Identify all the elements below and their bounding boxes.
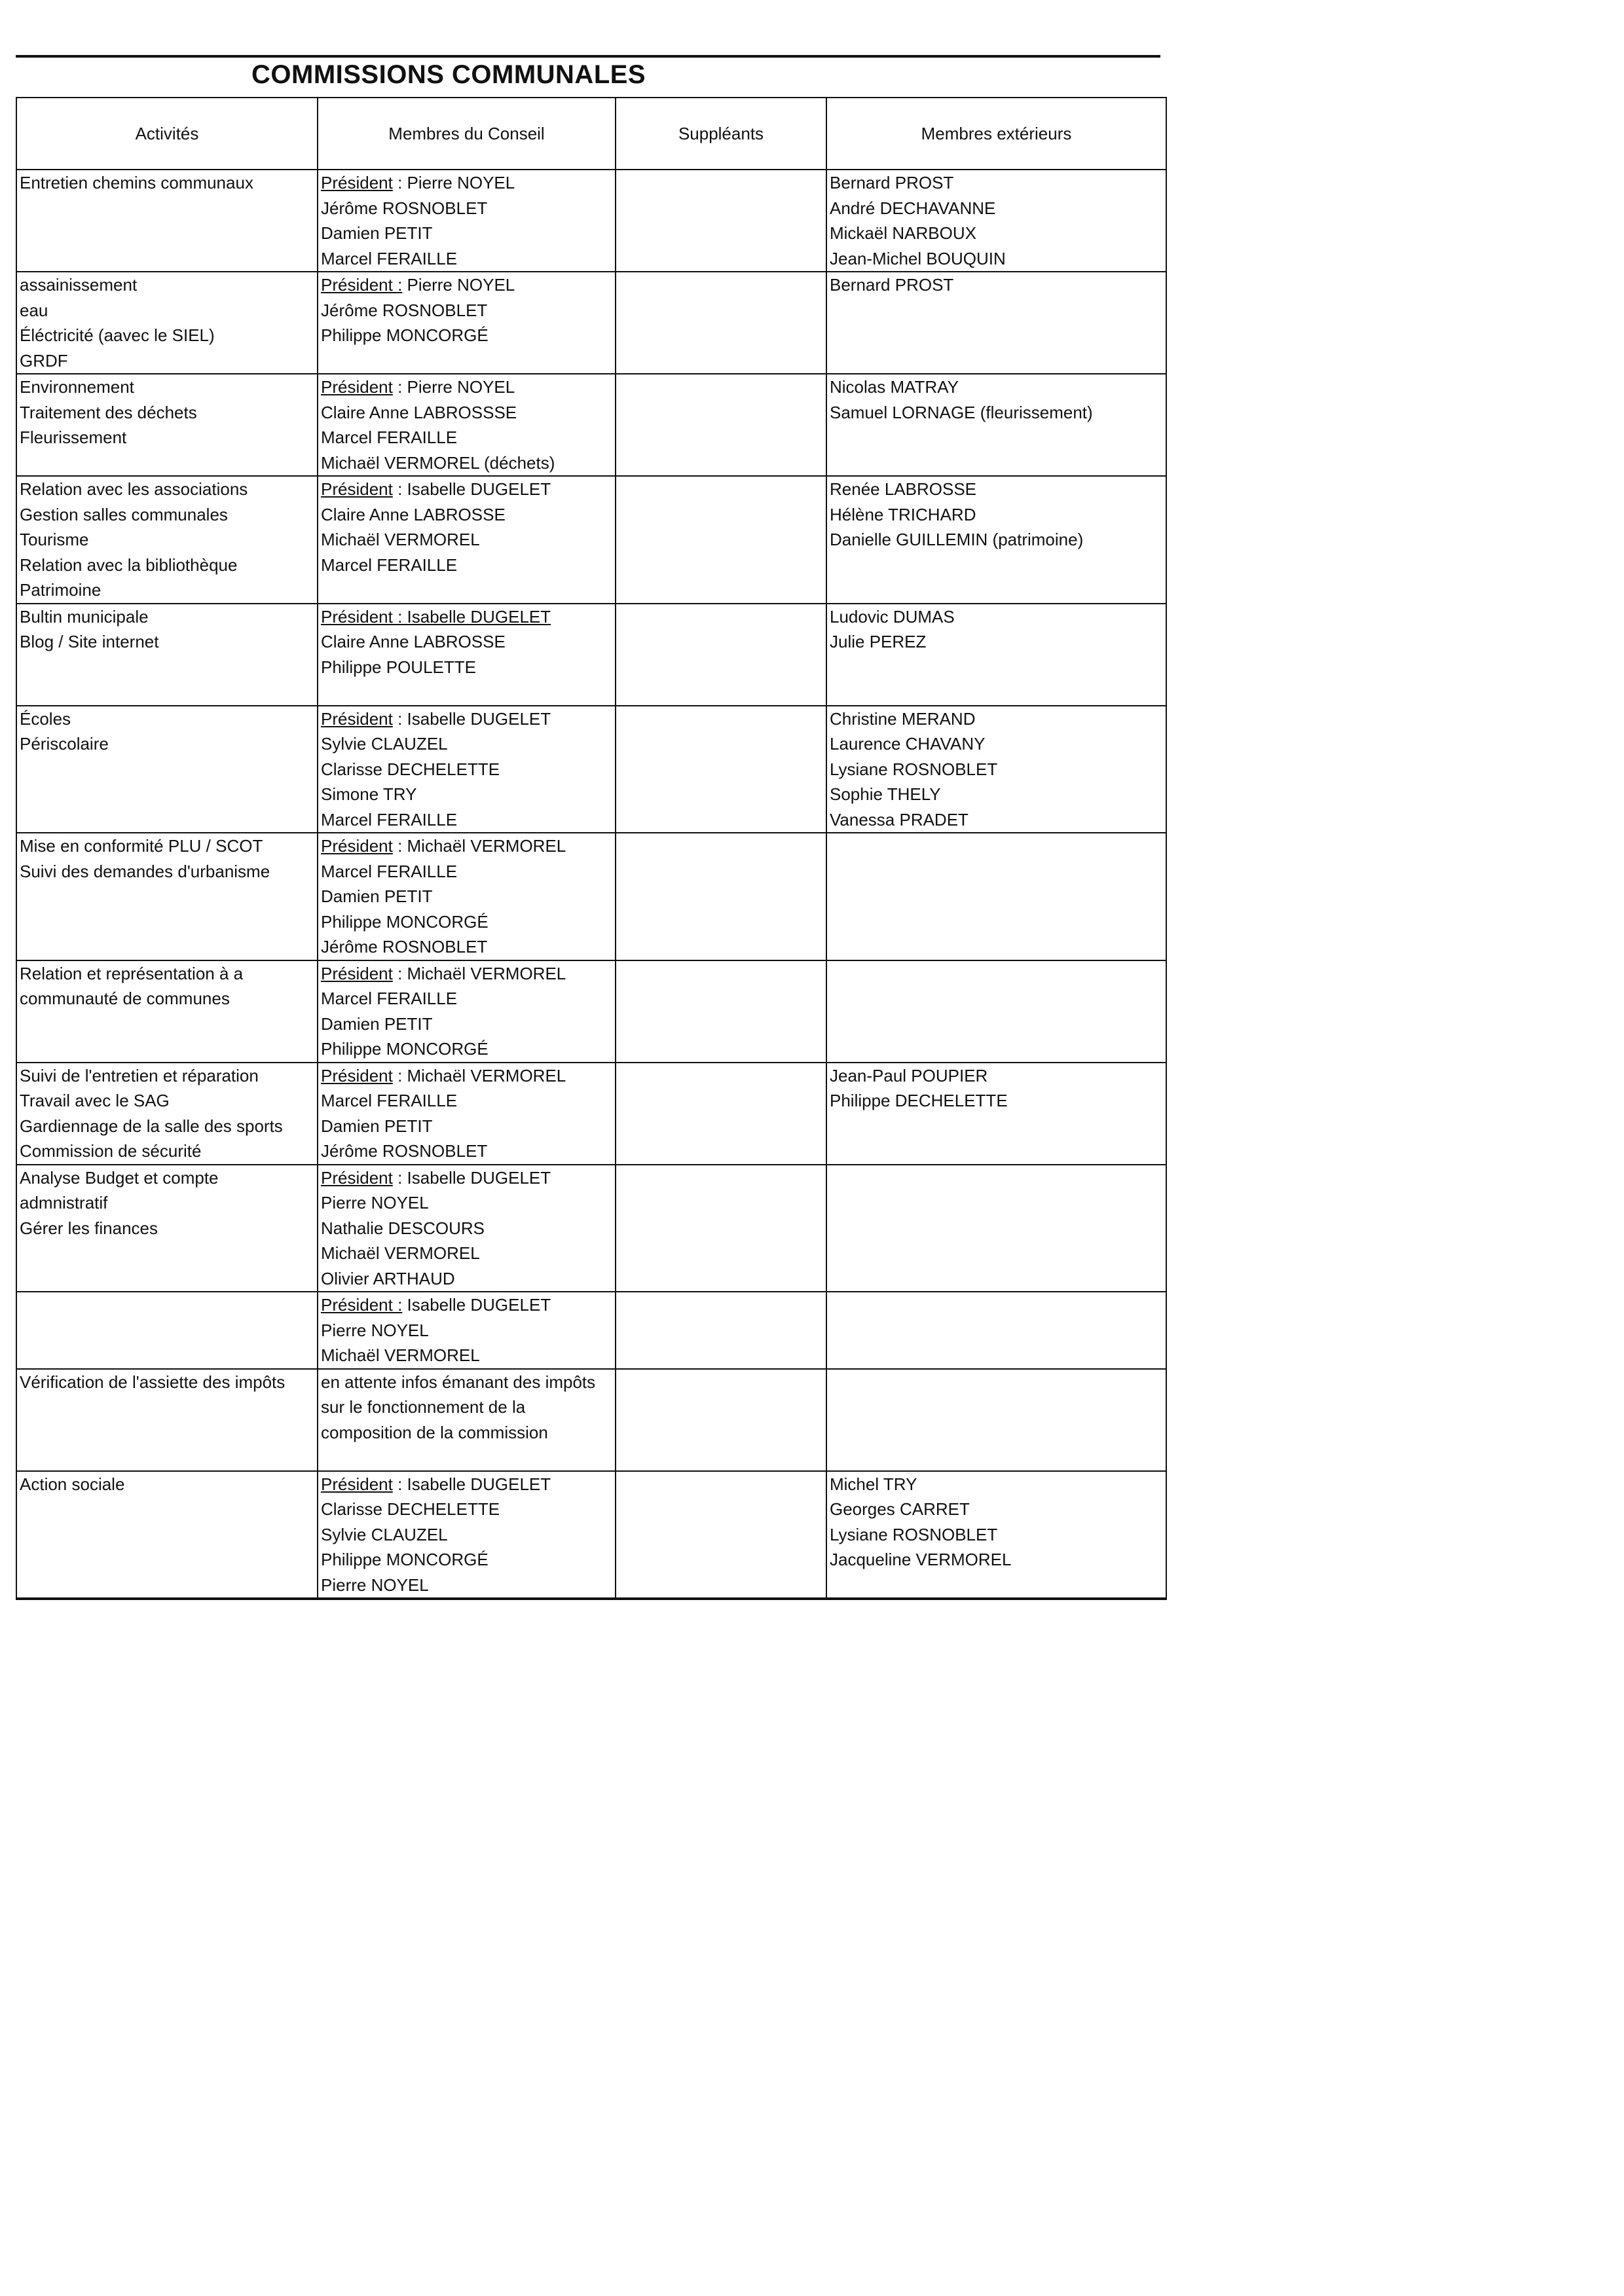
membre-line: Michaël VERMOREL [321, 530, 480, 549]
exterieur-line: Sophie THELY [830, 784, 941, 804]
table-row [16, 1471, 1166, 1599]
cell-suppleants [616, 833, 826, 960]
activite-line: Entretien chemins communaux [20, 173, 253, 192]
membre-line: Damien PETIT [321, 886, 433, 906]
president-name: Pierre NOYEL [407, 377, 515, 397]
cell-membres-exterieurs [826, 272, 1166, 374]
page-title: COMMISSIONS COMMUNALES [251, 60, 646, 89]
activite-line: Gestion salles communales [20, 504, 228, 524]
exterieur-line: Christine MERAND [830, 708, 976, 729]
exterieur-line: Vanessa PRADET [830, 809, 969, 829]
cell-activites [16, 706, 318, 833]
cell-suppleants [616, 1369, 826, 1471]
cell-membres-exterieurs [826, 374, 1166, 476]
cell-membres-conseil [318, 1471, 616, 1599]
president-label: Président [321, 963, 393, 983]
exterieur-line: Michel TRY [830, 1474, 917, 1494]
membre-line: Clarisse DECHELETTE [321, 1499, 500, 1519]
membre-line: Sylvie CLAUZEL [321, 734, 448, 754]
cell-activites [16, 272, 318, 374]
activite-line: Suivi de l'entretien et réparation [20, 1065, 259, 1085]
exterieur-line: André DECHAVANNE [830, 198, 996, 218]
membre-line: Philippe MONCORGÉ [321, 1550, 489, 1569]
president-label: Président [321, 173, 393, 192]
activite-line: Analyse Budget et compte [20, 1167, 219, 1188]
activite-line: Environnement [20, 377, 134, 397]
table-row [16, 1292, 1166, 1369]
cell-suppleants [616, 170, 826, 272]
cell-suppleants [616, 272, 826, 374]
membre-line: Jérôme ROSNOBLET [321, 300, 488, 320]
cell-membres-conseil [318, 170, 616, 272]
president-separator: : [392, 173, 407, 192]
exterieur-line: Bernard PROST [830, 173, 954, 192]
membre-line: Pierre NOYEL [321, 1320, 429, 1340]
membre-line: Philippe MONCORGÉ [321, 911, 489, 932]
membre-line: Damien PETIT [321, 223, 433, 243]
cell-suppleants [616, 476, 826, 604]
cell-membres-exterieurs [826, 604, 1166, 706]
exterieur-line: Lysiane ROSNOBLET [830, 759, 998, 779]
president-separator: : [392, 1167, 407, 1188]
cell-suppleants [616, 1063, 826, 1165]
president-name: Isabelle DUGELET [407, 708, 551, 729]
membre-line: Pierre NOYEL [321, 1193, 429, 1212]
membre-line: Marcel FERAILLE [321, 248, 458, 268]
cell-membres-conseil [318, 1292, 616, 1369]
activite-line: eau [20, 300, 48, 320]
exterieur-line: Danielle GUILLEMIN (patrimoine) [830, 530, 1084, 549]
cell-membres-exterieurs [826, 170, 1166, 272]
exterieur-line: Bernard PROST [830, 275, 954, 295]
president-label: Président [321, 836, 393, 856]
cell-suppleants [616, 960, 826, 1063]
exterieur-line: Lysiane ROSNOBLET [830, 1524, 998, 1544]
table-row [16, 374, 1166, 476]
top-rule [16, 55, 1160, 58]
table-row [16, 960, 1166, 1063]
cell-membres-exterieurs [826, 1063, 1166, 1165]
membre-line: Simone TRY [321, 784, 417, 804]
cell-membres-exterieurs [826, 1292, 1166, 1369]
activite-line: Relation avec les associations [20, 479, 248, 499]
membre-line: Michaël VERMOREL [321, 1345, 480, 1365]
activite-line: Gardiennage de la salle des sports [20, 1116, 283, 1136]
cell-activites [16, 1369, 318, 1471]
exterieur-line: Mickaël NARBOUX [830, 223, 976, 243]
cell-membres-conseil [318, 604, 616, 706]
cell-membres-conseil [318, 1369, 616, 1471]
table-row [16, 604, 1166, 706]
president-name: Pierre NOYEL [407, 275, 515, 295]
activite-line: Gérer les finances [20, 1218, 158, 1238]
cell-membres-exterieurs [826, 833, 1166, 960]
president-name: Isabelle DUGELET [407, 1474, 551, 1494]
membre-line: Jérôme ROSNOBLET [321, 198, 488, 218]
president-separator: : [392, 377, 407, 397]
cell-membres-conseil [318, 1063, 616, 1165]
membre-line: Olivier ARTHAUD [321, 1268, 455, 1288]
membre-line: Claire Anne LABROSSE [321, 632, 506, 651]
table-body [16, 170, 1166, 1599]
activite-line: Patrimoine [20, 580, 101, 600]
activite-line: Relation et représentation à a [20, 963, 244, 983]
cell-suppleants [616, 1292, 826, 1369]
president-separator [402, 1295, 407, 1315]
activite-line: Bultin municipale [20, 606, 149, 627]
activite-line: Fleurissement [20, 428, 127, 447]
table-header-row [16, 98, 1166, 170]
membre-line: Damien PETIT [321, 1013, 433, 1034]
cell-activites [16, 476, 318, 604]
president-label: Président [321, 708, 393, 729]
activite-line: Action sociale [20, 1474, 125, 1494]
membre-line: Marcel FERAILLE [321, 989, 458, 1008]
table-row [16, 476, 1166, 604]
president-line [321, 1063, 612, 1089]
president-label: Président [321, 1065, 393, 1085]
exterieur-line: Samuel LORNAGE (fleurissement) [830, 402, 1093, 422]
activite-line: communauté de communes [20, 989, 230, 1008]
president-separator [402, 275, 407, 295]
president-separator: : [392, 963, 407, 983]
membre-line: Clarisse DECHELETTE [321, 759, 500, 779]
cell-activites [16, 604, 318, 706]
membre-line: Marcel FERAILLE [321, 809, 458, 829]
exterieur-line: Julie PEREZ [830, 632, 927, 651]
president-name: Michaël VERMOREL [407, 836, 566, 856]
cell-membres-exterieurs [826, 1471, 1166, 1599]
president-separator: : [392, 1065, 407, 1085]
president-line [321, 1165, 612, 1191]
cell-membres-exterieurs [826, 476, 1166, 604]
cell-suppleants [616, 1165, 826, 1292]
activite-line: Écoles [20, 708, 71, 729]
exterieur-line: Ludovic DUMAS [830, 606, 955, 627]
header-membres-exterieurs: Membres extérieurs [826, 98, 1166, 170]
commissions-table [16, 97, 1167, 1600]
president-label: Président [321, 377, 393, 397]
president-separator: : [392, 479, 407, 499]
cell-membres-exterieurs [826, 960, 1166, 1063]
cell-membres-exterieurs [826, 706, 1166, 833]
cell-membres-exterieurs [826, 1165, 1166, 1292]
activite-line: Traitement des déchets [20, 402, 197, 422]
header-suppleants: Suppléants [616, 98, 826, 170]
president-label: Président : [321, 275, 403, 295]
membre-line: composition de la commission [321, 1422, 548, 1442]
cell-suppleants [616, 1471, 826, 1599]
president-label: Président [321, 1167, 393, 1188]
president-name: Pierre NOYEL [407, 173, 515, 192]
cell-membres-conseil [318, 476, 616, 604]
president-line [321, 374, 612, 400]
membre-line: Jérôme ROSNOBLET [321, 937, 488, 957]
president-line [321, 1472, 612, 1497]
membre-line: Sylvie CLAUZEL [321, 1524, 448, 1544]
membre-line: Marcel FERAILLE [321, 428, 458, 447]
cell-membres-exterieurs [826, 1369, 1166, 1471]
table-row [16, 1063, 1166, 1165]
cell-activites [16, 1292, 318, 1369]
exterieur-line: Renée LABROSSE [830, 479, 977, 499]
cell-activites [16, 170, 318, 272]
cell-membres-conseil [318, 1165, 616, 1292]
cell-activites [16, 1471, 318, 1599]
president-line [321, 961, 612, 987]
exterieur-line: Laurence CHAVANY [830, 734, 986, 754]
president-label: Président [321, 1474, 393, 1494]
cell-membres-conseil [318, 272, 616, 374]
membre-line: Marcel FERAILLE [321, 1091, 458, 1110]
president-line [321, 1292, 612, 1318]
president-label: Président : Isabelle DUGELET [321, 606, 551, 627]
president-name: Michaël VERMOREL [407, 1065, 566, 1085]
activite-line: Éléctricité (aavec le SIEL) [20, 325, 215, 345]
cell-suppleants [616, 374, 826, 476]
exterieur-line: Philippe DECHELETTE [830, 1091, 1008, 1110]
activite-line: GRDF [20, 350, 68, 371]
president-line [321, 170, 612, 196]
membre-line: en attente infos émanant des impôts [321, 1372, 596, 1392]
membre-line: Claire Anne LABROSSE [321, 504, 506, 524]
table-row [16, 170, 1166, 272]
president-separator: : [392, 708, 407, 729]
president-separator: : [392, 1474, 407, 1494]
membre-line: Damien PETIT [321, 1116, 433, 1136]
president-name: Michaël VERMOREL [407, 963, 566, 983]
activite-line: Tourisme [20, 530, 89, 549]
cell-activites [16, 960, 318, 1063]
exterieur-line: Jean-Michel BOUQUIN [830, 248, 1006, 268]
president-name: Isabelle DUGELET [407, 1295, 551, 1315]
cell-membres-conseil [318, 706, 616, 833]
membre-line: Philippe POULETTE [321, 657, 476, 677]
activite-line: Périscolaire [20, 734, 109, 754]
cell-suppleants [616, 706, 826, 833]
membre-line: Philippe MONCORGÉ [321, 325, 489, 345]
cell-membres-conseil [318, 960, 616, 1063]
membre-line: Nathalie DESCOURS [321, 1218, 485, 1238]
president-line [321, 272, 612, 298]
activite-line: Commission de sécurité [20, 1141, 202, 1161]
cell-membres-conseil [318, 833, 616, 960]
membre-line: Pierre NOYEL [321, 1575, 429, 1595]
cell-activites [16, 1165, 318, 1292]
president-line [321, 604, 612, 630]
exterieur-line: Hélène TRICHARD [830, 504, 976, 524]
exterieur-line: Jacqueline VERMOREL [830, 1550, 1012, 1569]
cell-activites [16, 1063, 318, 1165]
president-label: Président : [321, 1295, 403, 1315]
header-membres-conseil: Membres du Conseil [318, 98, 616, 170]
activite-line: Vérification de l'assiette des impôts [20, 1372, 286, 1392]
president-name: Isabelle DUGELET [407, 1167, 551, 1188]
exterieur-line: Jean-Paul POUPIER [830, 1065, 988, 1085]
membre-line: Philippe MONCORGÉ [321, 1039, 489, 1059]
membre-line: Marcel FERAILLE [321, 861, 458, 881]
header-activites: Activités [16, 98, 318, 170]
table-row [16, 272, 1166, 374]
membre-line: Jérôme ROSNOBLET [321, 1141, 488, 1161]
table-row [16, 833, 1166, 960]
president-line [321, 833, 612, 859]
membre-line: Michaël VERMOREL (déchets) [321, 452, 555, 473]
table-row [16, 706, 1166, 833]
membre-line: Marcel FERAILLE [321, 555, 458, 575]
activite-line: Travail avec le SAG [20, 1091, 170, 1110]
cell-activites [16, 374, 318, 476]
cell-membres-conseil [318, 374, 616, 476]
membre-line: Michaël VERMOREL [321, 1243, 480, 1263]
activite-line: Relation avec la bibliothèque [20, 555, 238, 575]
president-label: Président [321, 479, 393, 499]
membre-line: Claire Anne LABROSSSE [321, 402, 517, 422]
cell-suppleants [616, 604, 826, 706]
table-row [16, 1165, 1166, 1292]
cell-activites [16, 833, 318, 960]
activite-line: assainissement [20, 275, 138, 295]
president-separator: : [392, 836, 407, 856]
activite-line: admnistratif [20, 1193, 108, 1212]
activite-line: Suivi des demandes d'urbanisme [20, 861, 270, 881]
exterieur-line: Georges CARRET [830, 1499, 970, 1519]
president-name: Isabelle DUGELET [407, 479, 551, 499]
activite-line: Mise en conformité PLU / SCOT [20, 836, 263, 856]
activite-line: Blog / Site internet [20, 632, 159, 651]
president-line [321, 477, 612, 502]
exterieur-line: Nicolas MATRAY [830, 377, 959, 397]
president-line [321, 706, 612, 732]
membre-line: sur le fonctionnement de la [321, 1397, 526, 1417]
table-row [16, 1369, 1166, 1471]
